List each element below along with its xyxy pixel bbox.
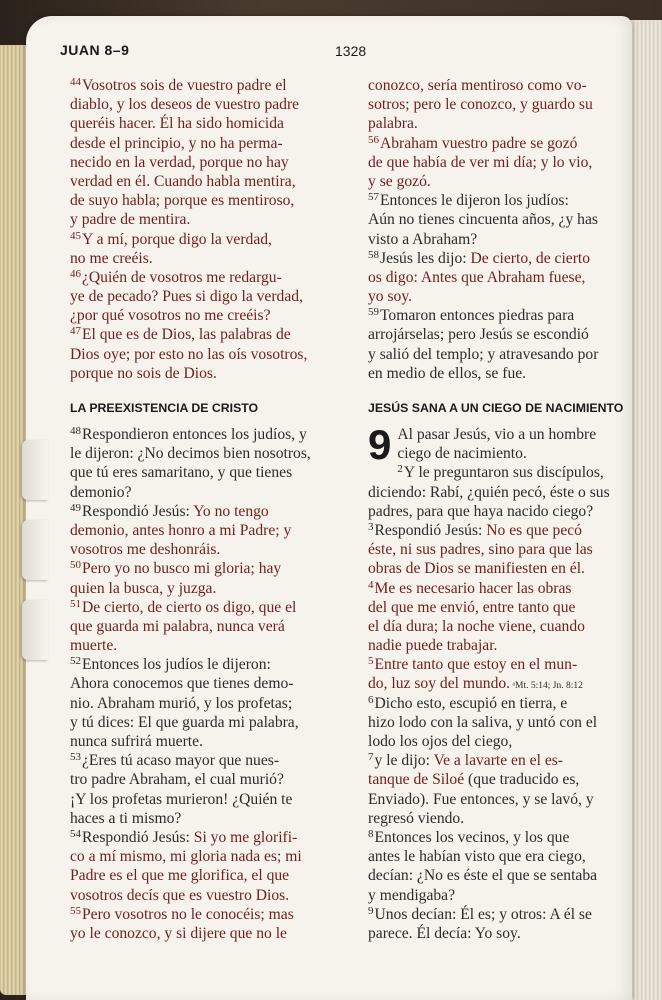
verse-number: 5 — [368, 655, 374, 668]
text-line — [70, 210, 355, 229]
verse-text: quien la busca, y juzga. — [70, 579, 217, 597]
text-line — [368, 76, 623, 95]
text-line — [70, 191, 355, 210]
text-line — [70, 249, 355, 268]
text-line — [368, 732, 623, 751]
verse-text: queréis hacer. Él ha sido homicida — [70, 115, 284, 133]
verse-number: 55 — [70, 904, 81, 917]
text-line — [70, 866, 355, 885]
right-column — [368, 76, 623, 943]
verse-text: lodo los ojos del ciego, — [368, 733, 513, 751]
text-line — [368, 886, 623, 905]
left-column — [70, 76, 355, 943]
verse-text: Dicho esto, escupió en tierra, e — [374, 694, 568, 712]
section-title: JESÚS SANA A UN CIEGO DE NACIMIENTO — [368, 401, 624, 415]
verse-text-red: De cierto, de cierto — [470, 249, 591, 267]
verse-text: Pero yo no busco mi gloria; hay — [82, 560, 282, 578]
text-line — [368, 425, 623, 444]
text-line — [70, 694, 355, 713]
verse-text: le dijeron: ¿No decimos bien nosotros, — [70, 445, 311, 463]
verse-text: y padre de mentira. — [70, 211, 191, 229]
text-line — [368, 598, 623, 617]
text-line — [368, 287, 623, 306]
verse-text: padres, para que haya nacido ciego? — [368, 502, 594, 520]
verse-text: Entonces los judíos le dijeron: — [82, 656, 271, 674]
text-line — [70, 425, 355, 444]
text-line — [70, 306, 355, 325]
text-line — [70, 924, 355, 943]
verse-number: 54 — [70, 827, 81, 840]
verse-number: 49 — [70, 501, 81, 514]
verse-number: 6 — [368, 693, 374, 706]
text-line — [368, 828, 623, 847]
verse-text: Me es necesario hacer las obras — [374, 579, 572, 597]
text-line — [368, 674, 623, 693]
verse-text: tro padre Abraham, el cual murió? — [70, 771, 284, 789]
verse-text: Y a mí, porque digo la verdad, — [82, 230, 272, 248]
text-line — [368, 463, 623, 482]
verse-text: tanque de Siloé — [368, 771, 465, 789]
text-line — [368, 694, 623, 713]
verse-number: 47 — [70, 325, 81, 338]
text-line — [70, 751, 355, 770]
chapter-opening-lines — [368, 421, 623, 468]
text-line — [70, 828, 355, 847]
text-line — [368, 153, 623, 172]
verse-text: parece. Él decía: Yo soy. — [368, 924, 521, 942]
verse-number: 44 — [70, 76, 81, 88]
text-line — [70, 345, 355, 364]
verse-text: y tú dices: El que guarda mi palabra, — [70, 713, 299, 731]
verse-text: demonio? — [70, 483, 132, 501]
verse-text: el día dura; la noche viene, cuando — [368, 617, 585, 635]
text-line — [368, 345, 623, 364]
verse-text: Vosotros sois de vuestro padre el — [82, 77, 287, 94]
verse-text: Entonces los vecinos, y los que — [374, 828, 570, 846]
text-line — [70, 655, 355, 674]
verse-text: antes le habían visto que era ciego, — [368, 848, 586, 866]
text-line — [70, 114, 355, 133]
verse-text: regresó viendo. — [368, 809, 465, 827]
verse-text: Respondió Jesús: — [82, 502, 194, 520]
text-line — [368, 866, 623, 885]
verse-number: 9 — [368, 904, 374, 917]
text-line — [70, 790, 355, 809]
text-line — [368, 114, 623, 133]
text-line — [368, 905, 623, 924]
verse-text: ye de pecado? Pues si digo la verdad, — [70, 288, 303, 306]
left-bottom-block — [70, 425, 355, 943]
text-line — [70, 617, 355, 636]
verse-text: Enviado). Fue entonces, y se lavó, y — [368, 790, 594, 808]
verse-text: Unos decían: Él es; y otros: A él se — [374, 905, 592, 923]
right-top-block — [368, 76, 623, 383]
verse-text: Respondió Jesús: — [82, 828, 194, 846]
verse-text: y mendigaba? — [368, 886, 456, 904]
text-line — [70, 502, 355, 521]
verse-text: éste, ni sus padres, sino para que las — [368, 541, 593, 559]
verse-text: diciendo: Rabí, ¿quién pecó, éste o sus — [368, 483, 610, 501]
running-header-book: JUAN 8–9 — [60, 42, 130, 58]
verse-number: 51 — [70, 597, 81, 610]
verse-text: ¿Quién de vosotros me redargu- — [82, 268, 282, 286]
verse-text: Aún no tienes cincuenta años, ¿y has — [368, 211, 598, 229]
verse-text: co a mí mismo, mi gloria nada es; mi — [70, 848, 302, 866]
text-line — [368, 210, 623, 229]
verse-text: Ahora conocemos que tienes demo- — [70, 675, 294, 693]
text-line — [70, 95, 355, 114]
verse-text: do, luz soy del mundo. — [368, 675, 511, 693]
right-bottom-block — [368, 463, 623, 943]
verse-text: palabra. — [368, 115, 418, 133]
text-line — [368, 444, 623, 463]
text-line — [70, 134, 355, 153]
section-title: LA PREEXISTENCIA DE CRISTO — [70, 401, 259, 415]
verse-text: Y le preguntaron sus discípulos, — [403, 464, 604, 482]
verse-text: arrojárselas; pero Jesús se escondió — [368, 326, 589, 344]
verse-text: nunca sufrirá muerte. — [70, 733, 203, 750]
verse-text: obras de Dios se manifiesten en él. — [368, 560, 585, 578]
verse-text: ¿por qué vosotros no me creéis? — [70, 307, 271, 325]
text-line — [70, 76, 355, 95]
text-line — [70, 886, 355, 905]
verse-text: Entonces le dijeron los judíos: — [380, 192, 569, 210]
text-line — [368, 790, 623, 809]
verse-text: de suyo habla; porque es mentiroso, — [70, 192, 295, 210]
verse-text: yo soy. — [368, 288, 413, 306]
verse-text: Abraham vuestro padre se gozó — [380, 134, 578, 152]
verse-number: 2 — [397, 463, 403, 476]
verse-text: que guarda mi palabra, nunca verá — [70, 617, 285, 635]
verse-text: Entre tanto que estoy en el mun- — [374, 656, 578, 674]
thumb-tab — [22, 520, 48, 580]
verse-number: 59 — [368, 306, 379, 319]
verse-text-red: No es que pecó — [486, 521, 582, 539]
page-number: 1328 — [335, 43, 367, 59]
text-line — [368, 655, 623, 674]
verse-text: ¡Y los profetas murieron! ¿Quién te — [70, 790, 293, 808]
verse-text: vosotros me deshonráis. — [70, 541, 221, 559]
text-line — [368, 191, 623, 210]
text-line — [70, 674, 355, 693]
verse-text: ciego de nacimiento. — [397, 445, 527, 463]
text-line — [70, 364, 355, 383]
text-line — [368, 770, 623, 789]
thumb-tab — [22, 600, 48, 660]
text-line — [368, 617, 623, 636]
text-line — [70, 521, 355, 540]
text-line — [368, 483, 623, 502]
verse-text: Pero vosotros no le conocéis; mas — [82, 905, 294, 923]
text-line — [368, 249, 623, 268]
cross-reference: ᵃMt. 5:14; Jn. 8:12 — [510, 681, 583, 692]
verse-text: no me creéis. — [70, 249, 153, 267]
text-line — [368, 268, 623, 287]
verse-number: 56 — [368, 133, 379, 146]
chapter-opening — [368, 421, 623, 468]
verse-number: 48 — [70, 425, 81, 437]
text-line — [70, 287, 355, 306]
text-line — [368, 540, 623, 559]
text-line — [70, 713, 355, 732]
verse-text: haces a ti mismo? — [70, 809, 182, 827]
verse-number: 45 — [70, 229, 81, 242]
verse-text: os digo: Antes que Abraham fuese, — [368, 268, 586, 286]
verse-text: Respondieron entonces los judíos, y — [82, 426, 307, 443]
text-line — [368, 579, 623, 598]
text-line — [368, 306, 623, 325]
text-line — [70, 579, 355, 598]
text-line — [368, 751, 623, 770]
text-line — [70, 230, 355, 249]
verse-text: que tú eres samaritano, y que tienes — [70, 464, 293, 482]
verse-number: 8 — [368, 827, 374, 840]
verse-text-red: Yo no tengo — [193, 502, 269, 520]
verse-text: en medio de ellos, se fue. — [368, 364, 527, 382]
verse-text: Dios oye; por esto no las oís vosotros, — [70, 345, 308, 363]
verse-text: Respondió Jesús: — [374, 521, 487, 539]
verse-number: 7 — [368, 751, 374, 764]
text-line — [70, 268, 355, 287]
verse-text: decían: ¿No es éste el que se sentaba — [368, 867, 598, 885]
verse-text: del que me envió, entre tanto que — [368, 598, 576, 616]
text-line — [368, 230, 623, 249]
verse-text: Tomaron entonces piedras para — [380, 307, 575, 325]
verse-number: 3 — [368, 520, 374, 533]
text-line — [70, 636, 355, 655]
verse-text: nadie puede trabajar. — [368, 637, 498, 655]
text-line — [70, 540, 355, 559]
verse-text: desde el principio, y no ha perma- — [70, 134, 283, 152]
text-line — [70, 847, 355, 866]
text-line — [70, 770, 355, 789]
verse-text: sotros; pero le conozco, y guardo su — [368, 96, 593, 114]
verse-text: necido en la verdad, porque no hay — [70, 153, 289, 171]
verse-text: vosotros decís que es vuestro Dios. — [70, 886, 290, 904]
text-line — [368, 325, 623, 344]
verse-text: ¿Eres tú acaso mayor que nues- — [82, 752, 280, 770]
verse-text: y le dijo: — [374, 752, 434, 770]
verse-text: conozco, sería mentiroso como vo- — [368, 77, 587, 94]
text-line — [368, 172, 623, 191]
verse-text: diablo, y los deseos de vuestro padre — [70, 96, 300, 114]
verse-text: yo le conozco, y si dijere que no le — [70, 924, 287, 942]
verse-number: 53 — [70, 751, 81, 764]
text-line — [70, 732, 355, 751]
verse-text: verdad en él. Cuando habla mentira, — [70, 172, 296, 190]
verse-text: Padre es el que me glorifica, el que — [70, 867, 290, 885]
text-line — [70, 463, 355, 482]
text-line — [70, 905, 355, 924]
verse-text-red: Si yo me glorifi- — [193, 828, 298, 846]
verse-number: 58 — [368, 248, 379, 261]
text-line — [70, 172, 355, 191]
verse-text: muerte. — [70, 637, 118, 655]
verse-text: El que es de Dios, las palabras de — [82, 326, 291, 344]
verse-text: (que traducido es, — [464, 771, 580, 789]
verse-text: visto a Abraham? — [368, 230, 478, 248]
chapter-number-dropcap: 9 — [368, 421, 392, 468]
verse-text: de que había de ver mi día; y lo vio, — [368, 153, 593, 171]
text-line — [70, 483, 355, 502]
text-line — [368, 809, 623, 828]
verse-text: y se gozó. — [368, 172, 431, 190]
text-line — [70, 153, 355, 172]
text-line — [368, 134, 623, 153]
verse-number: 46 — [70, 267, 81, 280]
text-line — [368, 559, 623, 578]
verse-text: nio. Abraham murió, y los profetas; — [70, 694, 293, 712]
verse-number: 52 — [70, 655, 81, 668]
text-line — [368, 364, 623, 383]
text-line — [368, 502, 623, 521]
verse-number: 4 — [368, 578, 374, 591]
verse-text: De cierto, de cierto os digo, que el — [82, 598, 297, 616]
text-line — [368, 847, 623, 866]
verse-text: Jesús les dijo: — [380, 249, 471, 267]
text-line — [70, 325, 355, 344]
text-line — [368, 713, 623, 732]
verse-text: porque no sois de Dios. — [70, 364, 217, 382]
text-line — [70, 444, 355, 463]
verse-text: y salió del templo; y atravesando por — [368, 345, 599, 363]
text-line — [368, 636, 623, 655]
verse-text-red: Ve a lavarte en el es- — [433, 752, 564, 770]
text-line — [368, 95, 623, 114]
text-line — [70, 598, 355, 617]
text-line — [70, 809, 355, 828]
verse-number: 57 — [368, 191, 379, 204]
thumb-tab — [22, 440, 48, 500]
left-top-block — [70, 76, 355, 383]
verse-text: Al pasar Jesús, vio a un hombre — [397, 426, 597, 443]
text-line — [70, 559, 355, 578]
verse-number: 50 — [70, 559, 81, 572]
text-line — [368, 521, 623, 540]
verse-text: hizo lodo con la saliva, y untó con el — [368, 713, 598, 731]
text-line — [368, 924, 623, 943]
verse-text: demonio, antes honro a mi Padre; y — [70, 521, 292, 539]
